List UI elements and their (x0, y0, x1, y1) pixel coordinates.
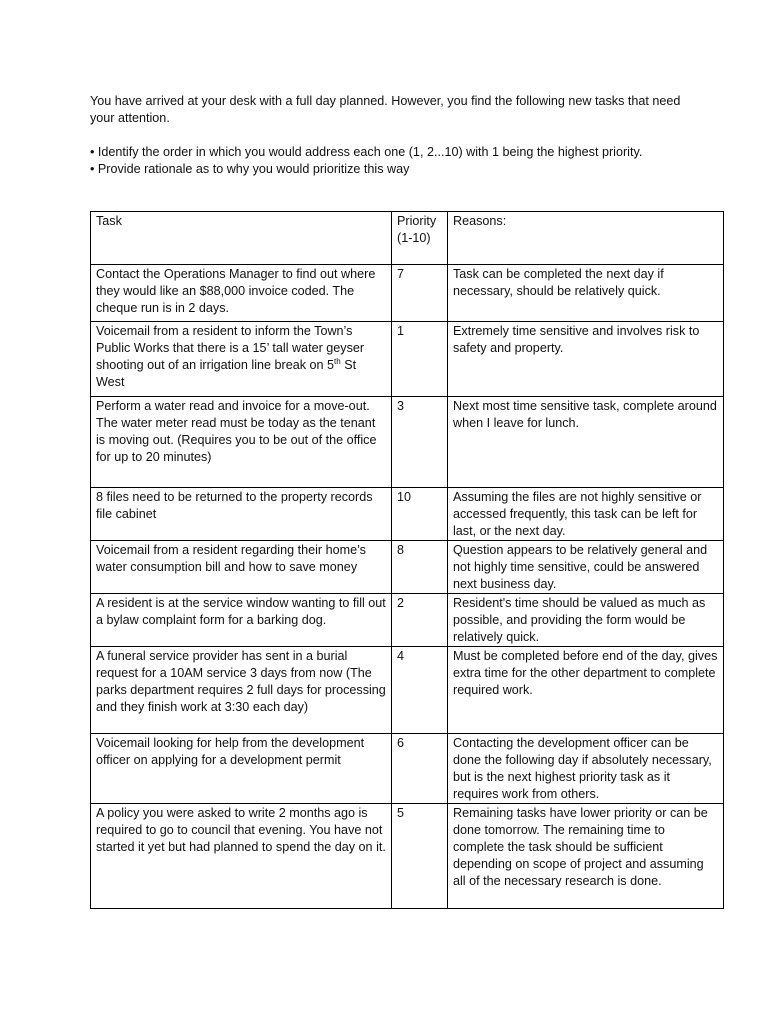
priority-cell: 6 (392, 734, 448, 804)
reason-cell: Next most time sensitive task, complete around when I leave for lunch. (448, 397, 724, 488)
table-header-row (91, 212, 724, 265)
priority-cell: 4 (392, 647, 448, 734)
task-cell (91, 322, 392, 397)
instructions (90, 93, 690, 178)
priority-cell: 5 (392, 804, 448, 909)
header-priority-range: (1-10) (397, 231, 431, 245)
reason-cell: Contacting the development officer can be done the following day if absolutely necessary, but is the next highest priority task as it requires work from others. (448, 734, 724, 804)
table-row (91, 397, 724, 488)
priority-cell: 10 (392, 488, 448, 541)
instruction-bullet-rationale: • Provide rationale as to why you would prioritize this way (90, 162, 410, 176)
priority-cell: 7 (392, 265, 448, 322)
task-cell: Contact the Operations Manager to find out where they would like an $88,000 invoice coded. The cheque run is in 2 days. (91, 265, 392, 322)
reason-cell: Resident's time should be valued as much as possible, and providing the form would be relatively quick. (448, 594, 724, 647)
priority-cell: 2 (392, 594, 448, 647)
header-reasons: Reasons: (448, 212, 724, 265)
reason-cell: Task can be completed the next day if necessary, should be relatively quick. (448, 265, 724, 322)
table-row (91, 541, 724, 594)
spacer (90, 127, 690, 144)
task-cell: 8 files need to be returned to the property records file cabinet (91, 488, 392, 541)
task-cell: Voicemail looking for help from the development officer on applying for a development permit (91, 734, 392, 804)
table-row (91, 647, 724, 734)
reason-cell: Remaining tasks have lower priority or can be done tomorrow. The remaining time to complete the task should be sufficient depending on scope of project and assuming all of the necessary research is done. (448, 804, 724, 909)
reason-cell: Assuming the files are not highly sensitive or accessed frequently, this task can be left for last, or the next day. (448, 488, 724, 541)
task-text: Voicemail from a resident to inform the Town’s Public Works that there is a 15’ tall water geyser shooting out of an irrigation line break on 5 (96, 324, 365, 372)
header-priority (392, 212, 448, 265)
header-priority-label: Priority (397, 214, 437, 228)
table-row (91, 594, 724, 647)
task-text-end: St West (96, 358, 357, 389)
table-row (91, 322, 724, 397)
task-cell: Perform a water read and invoice for a move-out. The water meter read must be today as the tenant is moving out. (Requires you to be out of the office for up to 20 minutes) (91, 397, 392, 488)
priority-cell: 8 (392, 541, 448, 594)
intro-paragraph: You have arrived at your desk with a full day planned. However, you find the following new tasks that need your attention. (90, 94, 681, 125)
ordinal-suffix: th (334, 356, 341, 366)
task-cell: A resident is at the service window wanting to fill out a bylaw complaint form for a barking dog. (91, 594, 392, 647)
reason-cell: Must be completed before end of the day, gives extra time for the other department to complete required work. (448, 647, 724, 734)
table-row (91, 265, 724, 322)
task-cell: Voicemail from a resident regarding their home’s water consumption bill and how to save money (91, 541, 392, 594)
priority-cell: 3 (392, 397, 448, 488)
task-cell: A policy you were asked to write 2 months ago is required to go to council that evening. You have not started it yet but had planned to spend the day on it. (91, 804, 392, 909)
table-row (91, 804, 724, 909)
task-cell: A funeral service provider has sent in a burial request for a 10AM service 3 days from now (The parks department requires 2 full days for processing and they finish work at 3:30 each day) (91, 647, 392, 734)
table-row (91, 734, 724, 804)
header-task: Task (91, 212, 392, 265)
priority-cell: 1 (392, 322, 448, 397)
instruction-bullet-order: • Identify the order in which you would address each one (1, 2...10) with 1 being the highest priority. (90, 145, 643, 159)
reason-cell: Question appears to be relatively general and not highly time sensitive, could be answered next business day. (448, 541, 724, 594)
table-row (91, 488, 724, 541)
task-priority-table (90, 211, 724, 909)
reason-cell: Extremely time sensitive and involves risk to safety and property. (448, 322, 724, 397)
